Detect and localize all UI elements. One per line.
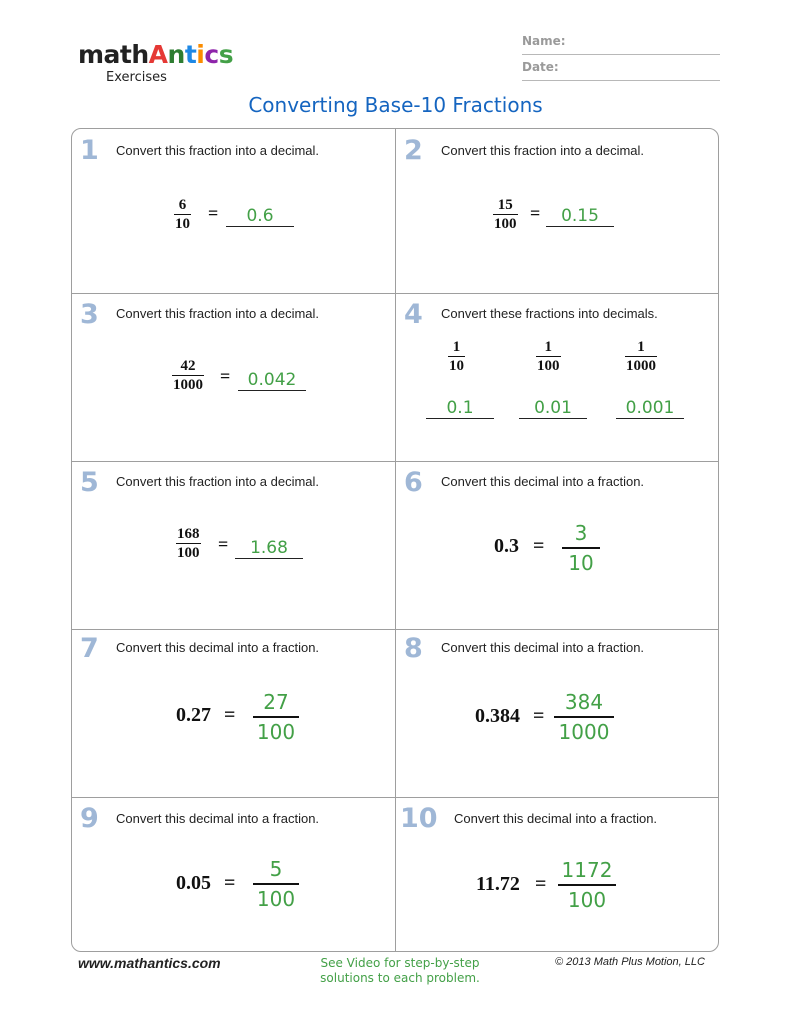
problem-prompt: Convert this decimal into a fraction.: [441, 474, 645, 489]
problem-number: 5: [80, 467, 99, 498]
grid-divider-vertical: [395, 128, 396, 952]
problem-number: 6: [404, 467, 423, 498]
answer-denominator: 10: [562, 547, 600, 577]
numerator: 168: [177, 526, 200, 542]
answer-fraction[interactable]: [253, 688, 299, 746]
footer-note-line-2: solutions to each problem.: [320, 971, 480, 985]
denominator: 100: [177, 545, 200, 561]
denominator: 1000: [173, 377, 203, 393]
fraction: [625, 338, 657, 375]
answer-numerator: 5: [269, 857, 283, 881]
logo-subtitle: Exercises: [106, 70, 167, 85]
equals-sign: =: [535, 873, 547, 895]
answer-field[interactable]: 1.68: [235, 538, 303, 559]
decimal-value: 11.72: [476, 873, 520, 895]
problem-number: 3: [80, 299, 99, 330]
answer-numerator: 3: [574, 521, 588, 545]
decimal-value: 0.05: [176, 872, 211, 894]
problem-number: 7: [80, 633, 99, 664]
problem-number: 10: [400, 803, 438, 834]
denominator: 1000: [626, 358, 656, 374]
problem-prompt: Convert this fraction into a decimal.: [116, 143, 320, 158]
name-field[interactable]: [522, 34, 720, 55]
problem-prompt: Convert this decimal into a fraction.: [454, 811, 658, 826]
grid-divider-row-3: [71, 629, 719, 630]
answer-fraction[interactable]: [253, 855, 299, 913]
numerator: 42: [180, 358, 196, 374]
answer-numerator: 27: [263, 690, 289, 714]
grid-divider-row-4: [71, 797, 719, 798]
denominator: 10: [175, 216, 190, 232]
answer-field[interactable]: 0.001: [616, 398, 684, 419]
problem-prompt: Convert this decimal into a fraction.: [116, 640, 320, 655]
footer-copyright: © 2013 Math Plus Motion, LLC: [555, 956, 705, 968]
problem-number: 8: [404, 633, 423, 664]
decimal-value: 0.384: [475, 705, 520, 727]
fraction: [174, 196, 191, 233]
answer-fraction[interactable]: [554, 688, 614, 746]
date-field[interactable]: [522, 60, 720, 81]
problem-prompt: Convert this fraction into a decimal.: [116, 306, 320, 321]
decimal-value: 0.27: [176, 704, 211, 726]
equals-sign: =: [220, 366, 231, 386]
problem-prompt: Convert this decimal into a fraction.: [116, 811, 320, 826]
numerator: 1: [637, 339, 645, 355]
problem-prompt: Convert this decimal into a fraction.: [441, 640, 645, 655]
name-label: Name:: [522, 34, 566, 48]
answer-fraction[interactable]: [558, 856, 616, 914]
answer-field[interactable]: 0.042: [238, 370, 306, 391]
date-label: Date:: [522, 60, 559, 74]
footer-note-line-1: See Video for step-by-step: [320, 956, 480, 970]
equals-sign: =: [218, 534, 229, 554]
answer-field[interactable]: 0.6: [226, 206, 294, 227]
numerator: 15: [497, 197, 513, 213]
footer-url-link[interactable]: www.mathantics.com: [78, 955, 221, 971]
fraction: [536, 338, 561, 375]
equals-sign: =: [533, 705, 545, 727]
answer-denominator: 100: [253, 883, 299, 913]
answer-field[interactable]: 0.01: [519, 398, 587, 419]
problem-number: 2: [404, 135, 423, 166]
worksheet-title: Converting Base-10 Fractions: [248, 93, 543, 117]
equals-sign: =: [530, 203, 541, 223]
grid-divider-row-1: [71, 293, 719, 294]
problem-number: 1: [80, 135, 99, 166]
equals-sign: =: [224, 704, 236, 726]
answer-field[interactable]: 0.15: [546, 206, 614, 227]
equals-sign: =: [533, 535, 545, 557]
numerator: 1: [452, 339, 461, 355]
footer-video-note: [300, 956, 500, 986]
denominator: 100: [494, 216, 517, 232]
answer-fraction[interactable]: [562, 519, 600, 577]
answer-denominator: 100: [558, 884, 616, 914]
fraction: [172, 357, 204, 394]
problem-prompt: Convert these fractions into decimals.: [441, 306, 658, 321]
denominator: 10: [449, 358, 464, 374]
mathantics-logo: [78, 42, 233, 85]
numerator: 6: [178, 197, 187, 213]
answer-numerator: 1172: [561, 858, 613, 882]
answer-numerator: 384: [564, 690, 604, 714]
answer-denominator: 100: [253, 716, 299, 746]
numerator: 1: [544, 339, 552, 355]
answer-denominator: 1000: [554, 716, 614, 746]
grid-divider-row-2: [71, 461, 719, 462]
fraction: [448, 338, 465, 375]
problem-prompt: Convert this fraction into a decimal.: [441, 143, 645, 158]
answer-field[interactable]: 0.1: [426, 398, 494, 419]
problem-number: 4: [404, 299, 423, 330]
decimal-value: 0.3: [494, 535, 519, 557]
problem-number: 9: [80, 803, 99, 834]
denominator: 100: [537, 358, 560, 374]
equals-sign: =: [224, 872, 236, 894]
logo-wordmark: mathAntics: [78, 40, 234, 69]
equals-sign: =: [208, 203, 219, 223]
fraction: [176, 525, 201, 562]
problem-prompt: Convert this fraction into a decimal.: [116, 474, 320, 489]
fraction: [493, 196, 518, 233]
